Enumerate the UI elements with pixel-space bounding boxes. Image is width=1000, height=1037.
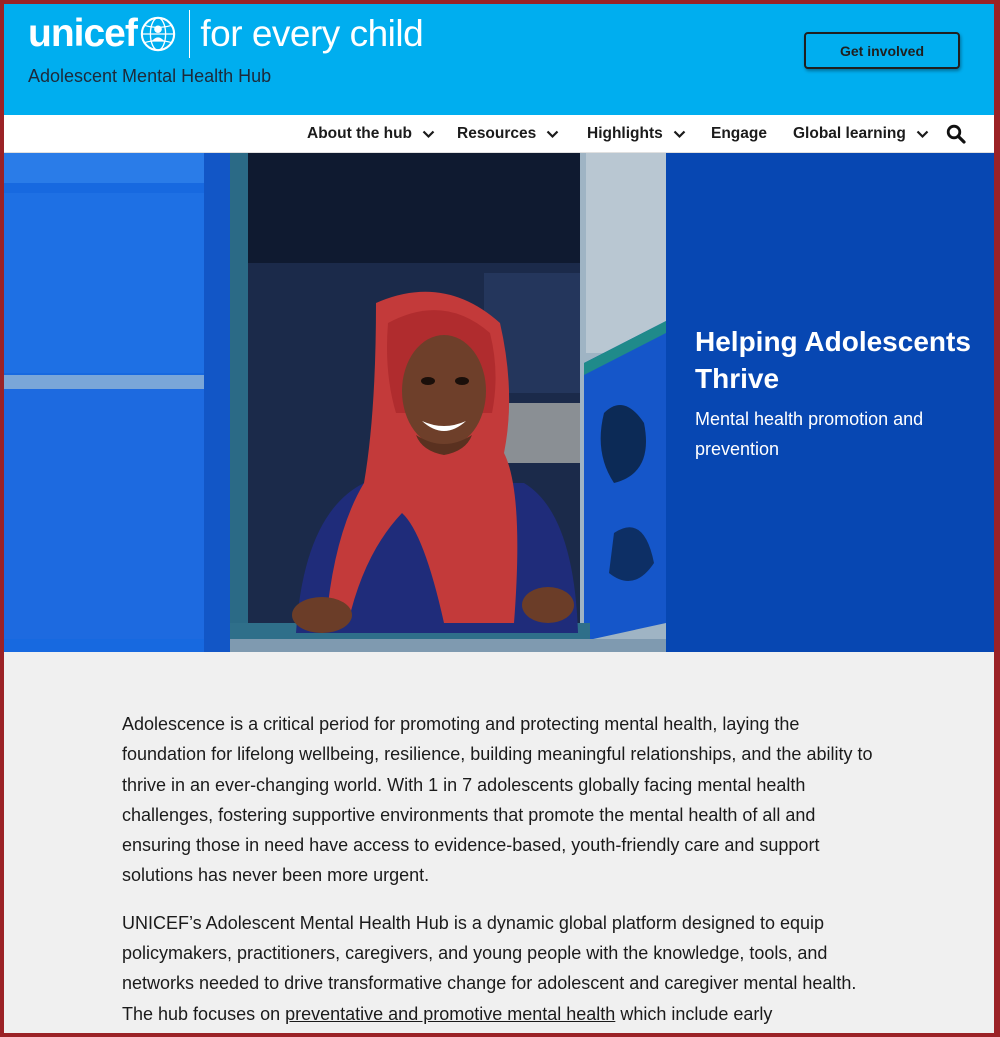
- hero-photo: [4, 153, 666, 652]
- hero-title: Helping Adolescents Thrive: [695, 326, 971, 394]
- nav-item-label: Highlights: [587, 125, 663, 142]
- nav-item-about-the-hub[interactable]: [307, 115, 435, 153]
- paragraph-text: which include early: [615, 1003, 773, 1024]
- hub-name[interactable]: Adolescent Mental Health Hub: [28, 66, 272, 86]
- unicef-logo[interactable]: [28, 10, 423, 58]
- nav-item-highlights[interactable]: [587, 115, 686, 153]
- nav-item-engage[interactable]: [711, 115, 767, 153]
- nav-item-label: Engage: [711, 125, 767, 142]
- unicef-emblem-icon: [139, 15, 177, 53]
- nav-item-label: Global learning: [793, 125, 906, 142]
- preventative-mental-health-link[interactable]: preventative and promotive mental health: [285, 1003, 616, 1024]
- nav-item-global-learning[interactable]: [793, 115, 929, 153]
- girl-at-window-image: [4, 153, 666, 652]
- hero-banner: [4, 153, 994, 652]
- chevron-down-icon: [546, 130, 559, 139]
- logo-wordmark: unicef: [28, 12, 137, 55]
- chevron-down-icon: [916, 130, 929, 139]
- page-frame: [4, 4, 994, 1033]
- nav-item-label: About the hub: [307, 125, 413, 142]
- chevron-down-icon: [673, 130, 686, 139]
- search-icon[interactable]: [946, 124, 966, 144]
- nav-item-label: Resources: [457, 125, 537, 142]
- intro-content: [122, 709, 882, 1033]
- intro-paragraph: Adolescence is a critical period for promoting and protecting mental health, laying the foundation for lifelong wellbeing, resilience, building meaningful relationships, and the ability to thrive in an ever-changing world. With 1 in 7 adolescents globally facing mental health challenges, fostering supportive environments that promote the mental health of all and ensuring those in need have access to evidence-based, youth-friendly care and support solutions has never been more urgent.: [122, 714, 873, 886]
- get-involved-button[interactable]: Get involved: [804, 32, 960, 69]
- hero-subtitle: Mental health promotion and prevention: [695, 409, 924, 459]
- main-nav: [4, 115, 994, 153]
- nav-item-resources[interactable]: [457, 115, 559, 153]
- hero-text-panel: [666, 153, 994, 652]
- logo-tagline: for every child: [200, 13, 424, 54]
- logo-divider: [189, 10, 191, 58]
- chevron-down-icon: [422, 130, 435, 139]
- intro-paragraph-2: [122, 908, 882, 1029]
- paragraph-text: UNICEF’s Adolescent Mental Health Hub is a dynamic global platform designed to equip policymakers, practitioners, caregivers, and young people with the knowledge, tools, and networks needed to drive transformative change for adolescent and caregiver mental health. The hub focuses on: [122, 912, 857, 1024]
- site-header: [4, 4, 994, 115]
